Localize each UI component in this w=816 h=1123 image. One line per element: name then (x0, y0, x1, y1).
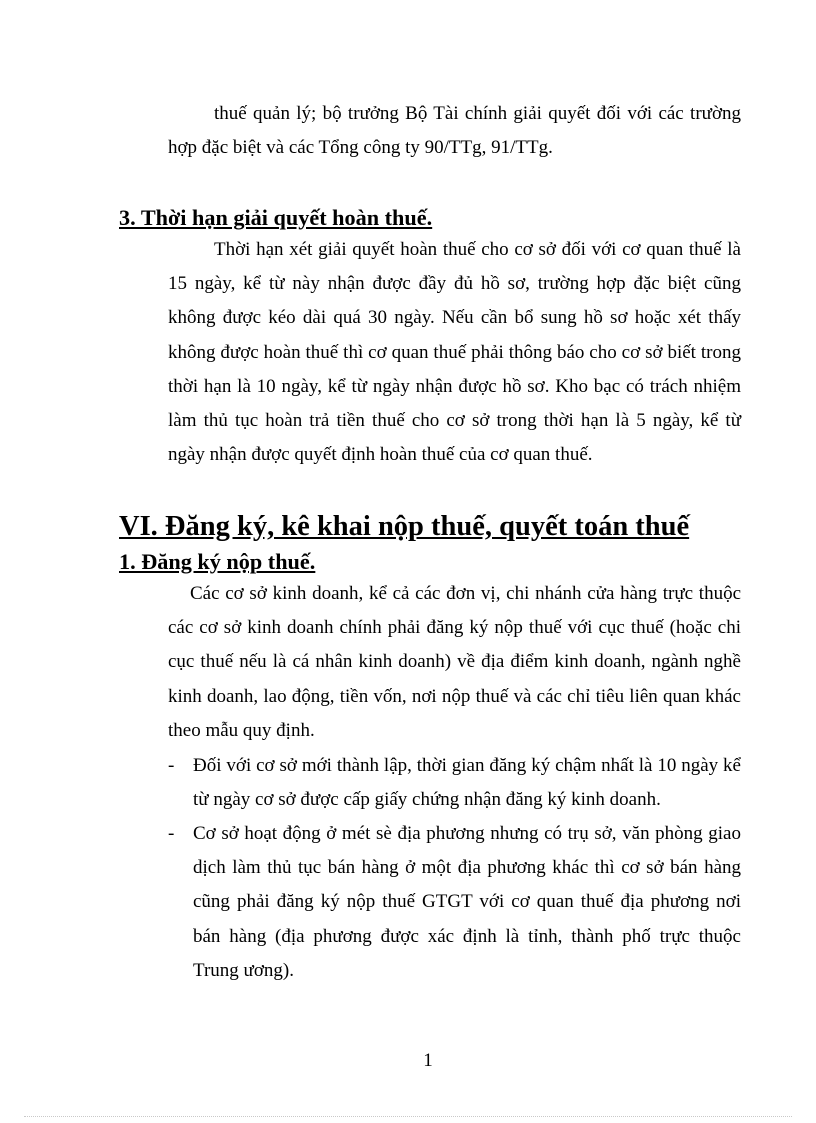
bullet-item-new-establishment: Đối với cơ sở mới thành lập, thời gian đăng ký chậm nhất là 10 ngày kể từ ngày cơ sở được cấp giấy chứng nhận đăng ký kinh doanh. (193, 755, 741, 811)
subsection-1-heading: 1. Đăng ký nộp thuế. (119, 549, 316, 574)
intro-paragraph: thuế quản lý; bộ trưởng Bộ Tài chính giải quyết đối với các trường hợp đặc biệt và các Tổng công ty 90/TTg, 91/TTg. (168, 103, 741, 159)
bullet-marker: - (168, 823, 175, 844)
section-3-paragraph: Thời hạn xét giải quyết hoàn thuế cho cơ sở đối với cơ quan thuế là 15 ngày, kể từ này nhận được đầy đủ hồ sơ, trường hợp đặc biệt cũng không được kéo dài quá 30 ngày. Nếu cần bổ sung hồ sơ hoặc xét thấy không được hoàn thuế thì cơ quan thuế phải thông báo cho cơ sở biết trong thời hạn là 10 ngày, kể từ ngày nhận được hồ sơ. Kho bạc có trách nhiệm làm thủ tục hoàn trả tiền thuế cho cơ sở trong thời hạn là 5 ngày, kể từ ngày nhận được quyết định hoàn thuế của cơ quan thuế. (168, 239, 741, 466)
bullet-item-multi-location: Cơ sở hoạt động ở mét sè địa phương nhưng có trụ sở, văn phòng giao dịch làm thủ tục bán hàng ở một địa phương khác thì cơ sở bán hàng cũng phải đăng ký nộp thuế GTGT với cơ quan thuế địa phương nơi bán hàng (địa phương được xác định là tỉnh, thành phố trực thuộc Trung ương). (193, 823, 741, 981)
page-number: 1 (423, 1050, 433, 1071)
section-3-heading: 3. Thời hạn giải quyết hoàn thuế. (119, 205, 433, 230)
page-bottom-divider (24, 1116, 792, 1117)
subsection-1-paragraph: Các cơ sở kinh doanh, kể cả các đơn vị, chi nhánh cửa hàng trực thuộc các cơ sở kinh doanh chính phải đăng ký nộp thuế với cục thuế (hoặc chi cục thuế nếu là cá nhân kinh doanh) về địa điểm kinh doanh, ngành nghề kinh doanh, lao động, tiền vốn, nơi nộp thuế và các chỉ tiêu liên quan khác theo mẫu quy định. (168, 583, 741, 741)
section-6-heading: VI. Đăng ký, kê khai nộp thuế, quyết toán thuế (119, 511, 690, 542)
bullet-marker: - (168, 755, 175, 776)
